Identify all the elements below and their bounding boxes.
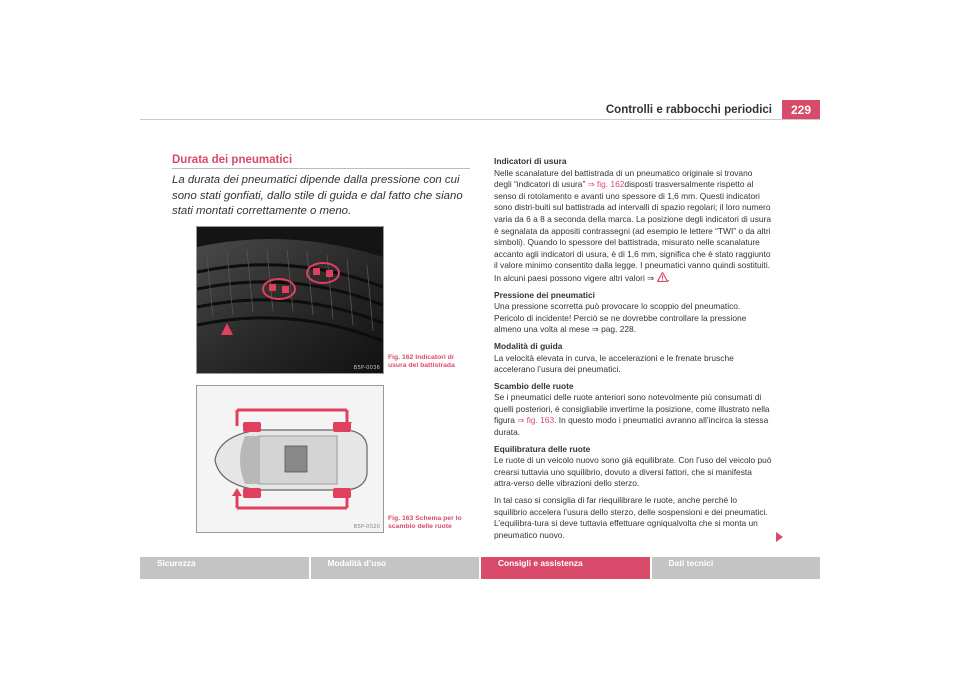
tab-sicurezza[interactable]: Sicurezza [140,557,309,579]
paragraph-final: In tal caso si consiglia di far riequilibrare le ruote, anche perché lo squilibrio accelera l’usura dello sterzo, delle sospensioni e dei pneumatici. L’equilibra-tura si deve tuttavia effettuare ogniqualvolta che si monta un pneumatico nuovo. [494,495,768,540]
wheel-rear-left [333,422,351,432]
wheel-front-left [243,422,261,432]
link-fig-163[interactable]: ⇒ fig. 163 [517,415,555,426]
paragraph-usura: Nelle scanalature del battistrada di un pneumatico originale si trovano degli “indicatori di usura” ⇒ fig. 162disposti trasversalmente rispetto al senso di rotolamento e avanti uno spessore di 1,6 mm. Questi indicatori sono distri-buiti sul battistrada ad intervalli di spazio regolari; il loro numero varia da 6 a 8 a seconda della marca. La posizione degli indicatori di usura è segnalata da appositi contrassegni (ad esempio le lettere “TWI” o da altri simboli). Quando lo spessore del battistrada, misurato nelle scanalature accanto agli indicatori di usura, è di 1,6 mm, significa che è stato raggiunto il valore minimo consentito dalla legge. I pneumatici vanno quindi sostituiti. In alcuni paesi possono vigere altri valori ⇒ . [494,167,772,283]
footer-nav [140,557,820,579]
figure-caption: Fig. 163 Schema per lo scambio delle ruote [388,515,462,531]
wheel-front-right [243,488,261,498]
figure-wheel-rotation [196,385,384,533]
subheading-guida: Modalità di guida [494,340,563,351]
next-page-arrow-icon[interactable] [776,532,783,542]
link-fig-162[interactable]: ⇒ fig. 162 [587,179,625,190]
section-divider [172,168,470,169]
paragraph-scambio: Se i pneumatici delle ruote anteriori sono notevolmente più consumati di quelli posteriori, è consigliabile invertirne la posizione, come illustrato nella figura ⇒ fig. 163. In questo modo i pneumatici avranno all’incirca la stessa durata. [494,392,770,438]
figure-code: B5P-0020 [353,524,380,530]
paragraph-equilibratura: Le ruote di un veicolo nuovo sono già equilibrate. Con l’uso del veicolo può crearsi tuttavia uno squilibrio, dovuto a diversi fattori, che si manifesta attra-verso delle vibrazioni dello sterzo. [494,455,772,489]
figure-tread-wear [196,226,384,374]
paragraph-guida: La velocità elevata in curva, le accelerazioni e le frenate brusche accelerano l’usura dei pneumatici. [494,352,734,375]
figure-caption: Fig. 162 Indicatori di usura del battistrada [388,354,455,370]
section-intro: La durata dei pneumatici dipende dalla pressione con cui sono stati gonfiati, dallo stile di guida e dal fatto che siano stati montati correttamente o meno. [172,174,463,218]
header-divider [140,119,820,120]
wheel-rear-right [333,488,351,498]
running-header: Controlli e rabbocchi periodici [605,104,772,116]
body-text-column [494,156,772,546]
subheading-usura: Indicatori di usura [494,156,567,166]
paragraph-pressione: Una pressione scorretta può provocare lo scoppio del pneumatico. Pericolo di incidente! Perciò se ne dovrebbe controllare la pressione almeno una volta al mese ⇒ pag. 228. [494,301,747,335]
figure-code: B5P-0036 [353,365,380,371]
car-wheel-rotation-illustration [197,386,383,532]
subheading-scambio: Scambio delle ruote [494,380,574,391]
tab-modalita-uso[interactable]: Modalità d’uso [311,557,480,579]
subheading-pressione: Pressione dei pneumatici [494,289,595,300]
section-title: Durata dei pneumatici [172,154,293,166]
page-number: 229 [782,100,820,120]
tire-tread-illustration [197,227,383,373]
sunroof [285,446,307,472]
subheading-equilibratura: Equilibratura delle ruote [494,443,591,454]
tab-dati-tecnici[interactable]: Dati tecnici [652,557,821,579]
tab-consigli-assistenza[interactable]: Consigli e assistenza [481,557,650,579]
warning-triangle-icon[interactable] [657,272,668,282]
